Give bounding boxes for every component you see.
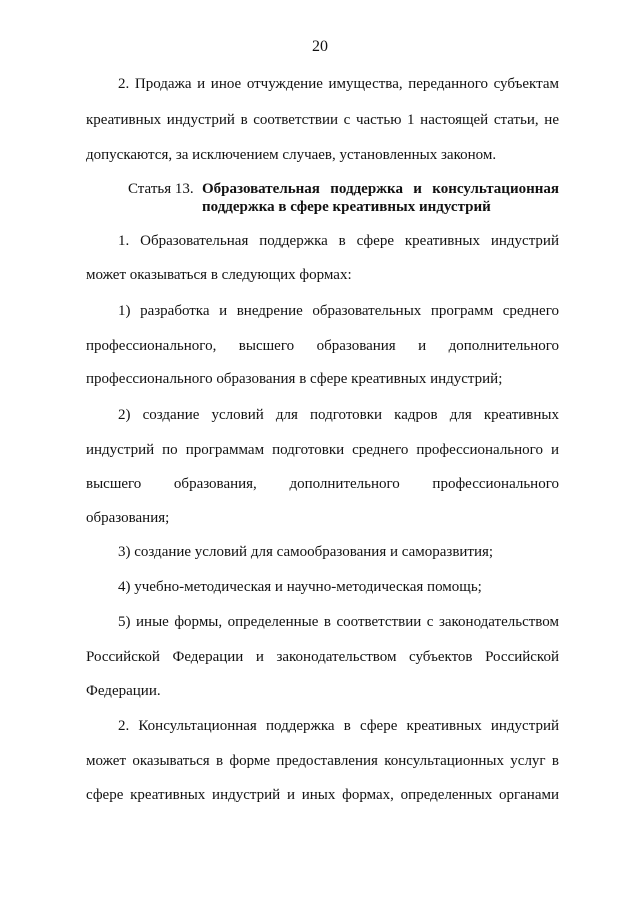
text-line: допускаются, за исключением случаев, установленных законом. <box>86 147 497 163</box>
page-number: 20 <box>312 38 328 55</box>
text-line: 2. Консультационная поддержка в сфере креативных индустрий <box>118 718 559 734</box>
text-line: 2) создание условий для подготовки кадров для креативных <box>118 407 559 423</box>
article-label: Статья 13. <box>128 181 194 197</box>
text-line: высшего образования, дополнительного профессионального <box>86 476 559 492</box>
text-line: может оказываться в форме предоставления консультационных услуг в <box>86 753 559 769</box>
article-title-line: поддержка в сфере креативных индустрий <box>202 199 491 215</box>
text-line: профессионального образования в сфере креативных индустрий; <box>86 371 503 387</box>
text-line: образования; <box>86 510 170 526</box>
text-line: креативных индустрий в соответствии с частью 1 настоящей статьи, не <box>86 112 559 128</box>
text-line: Российской Федерации и законодательством субъектов Российской <box>86 649 559 665</box>
article-title <box>202 180 559 216</box>
text-line: профессионального, высшего образования и дополнительного <box>86 338 559 354</box>
text-line: сфере креативных индустрий и иных формах, определенных органами <box>86 787 559 803</box>
text-line: 2. Продажа и иное отчуждение имущества, переданного субъектам <box>118 76 559 92</box>
text-line: 4) учебно-методическая и научно-методическая помощь; <box>118 579 482 595</box>
text-line: 1. Образовательная поддержка в сфере креативных индустрий <box>118 233 559 249</box>
text-line: индустрий по программам подготовки среднего профессионального и <box>86 442 559 458</box>
text-line: 3) создание условий для самообразования и саморазвития; <box>118 544 494 560</box>
text-line: Федерации. <box>86 683 161 699</box>
article-title-line: Образовательная поддержка и консультационная <box>202 181 559 197</box>
text-line: 1) разработка и внедрение образовательных программ среднего <box>118 303 559 319</box>
text-line: может оказываться в следующих формах: <box>86 267 352 283</box>
text-line: 5) иные формы, определенные в соответствии с законодательством <box>118 614 559 630</box>
